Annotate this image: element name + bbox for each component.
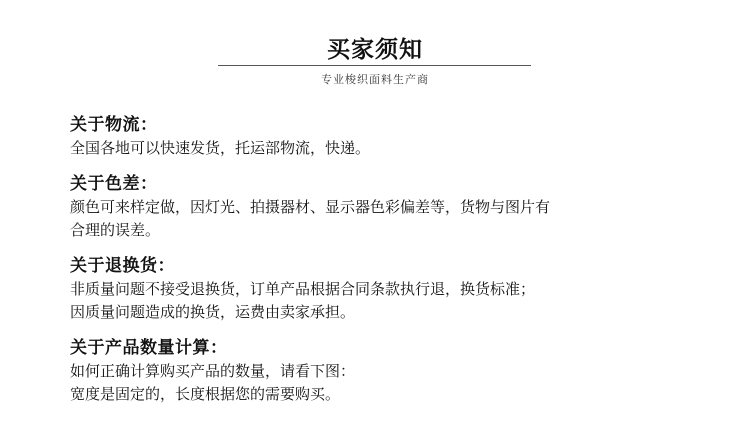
page-subtitle: 专业梭织面料生产商 (321, 73, 429, 86)
section-logistics (70, 113, 710, 160)
section-heading-quantity: 关于产品数量计算： (70, 338, 228, 358)
section-body-quantity (70, 360, 710, 406)
section-line: 颜色可来样定做，因灯光、拍摄器材、显示器色彩偏差等，货物与图片有 (70, 198, 551, 216)
title-divider (218, 65, 531, 66)
section-line: 如何正确计算购买产品的数量，请看下图： (70, 362, 356, 380)
section-line: 宽度是固定的，长度根据您的需要购买。 (70, 385, 341, 403)
section-heading-color-difference: 关于色差： (70, 174, 158, 194)
notice-sections (70, 113, 710, 418)
page-title: 买家须知 (327, 37, 423, 63)
section-returns (70, 254, 710, 324)
section-body-color-difference (70, 196, 710, 242)
section-heading-returns: 关于退换货： (70, 256, 175, 276)
section-color-difference (70, 172, 710, 242)
notice-header (0, 0, 750, 100)
section-quantity (70, 336, 710, 406)
section-line: 因质量问题造成的换货，运费由卖家承担。 (70, 303, 356, 321)
section-line: 非质量问题不接受退换货，订单产品根据合同条款执行退，换货标准； (70, 280, 536, 298)
section-heading-logistics: 关于物流： (70, 115, 158, 135)
section-line: 合理的误差。 (70, 221, 161, 239)
section-body-returns (70, 278, 710, 324)
section-body-logistics (70, 137, 710, 160)
section-line: 全国各地可以快速发货，托运部物流，快递。 (70, 139, 371, 157)
